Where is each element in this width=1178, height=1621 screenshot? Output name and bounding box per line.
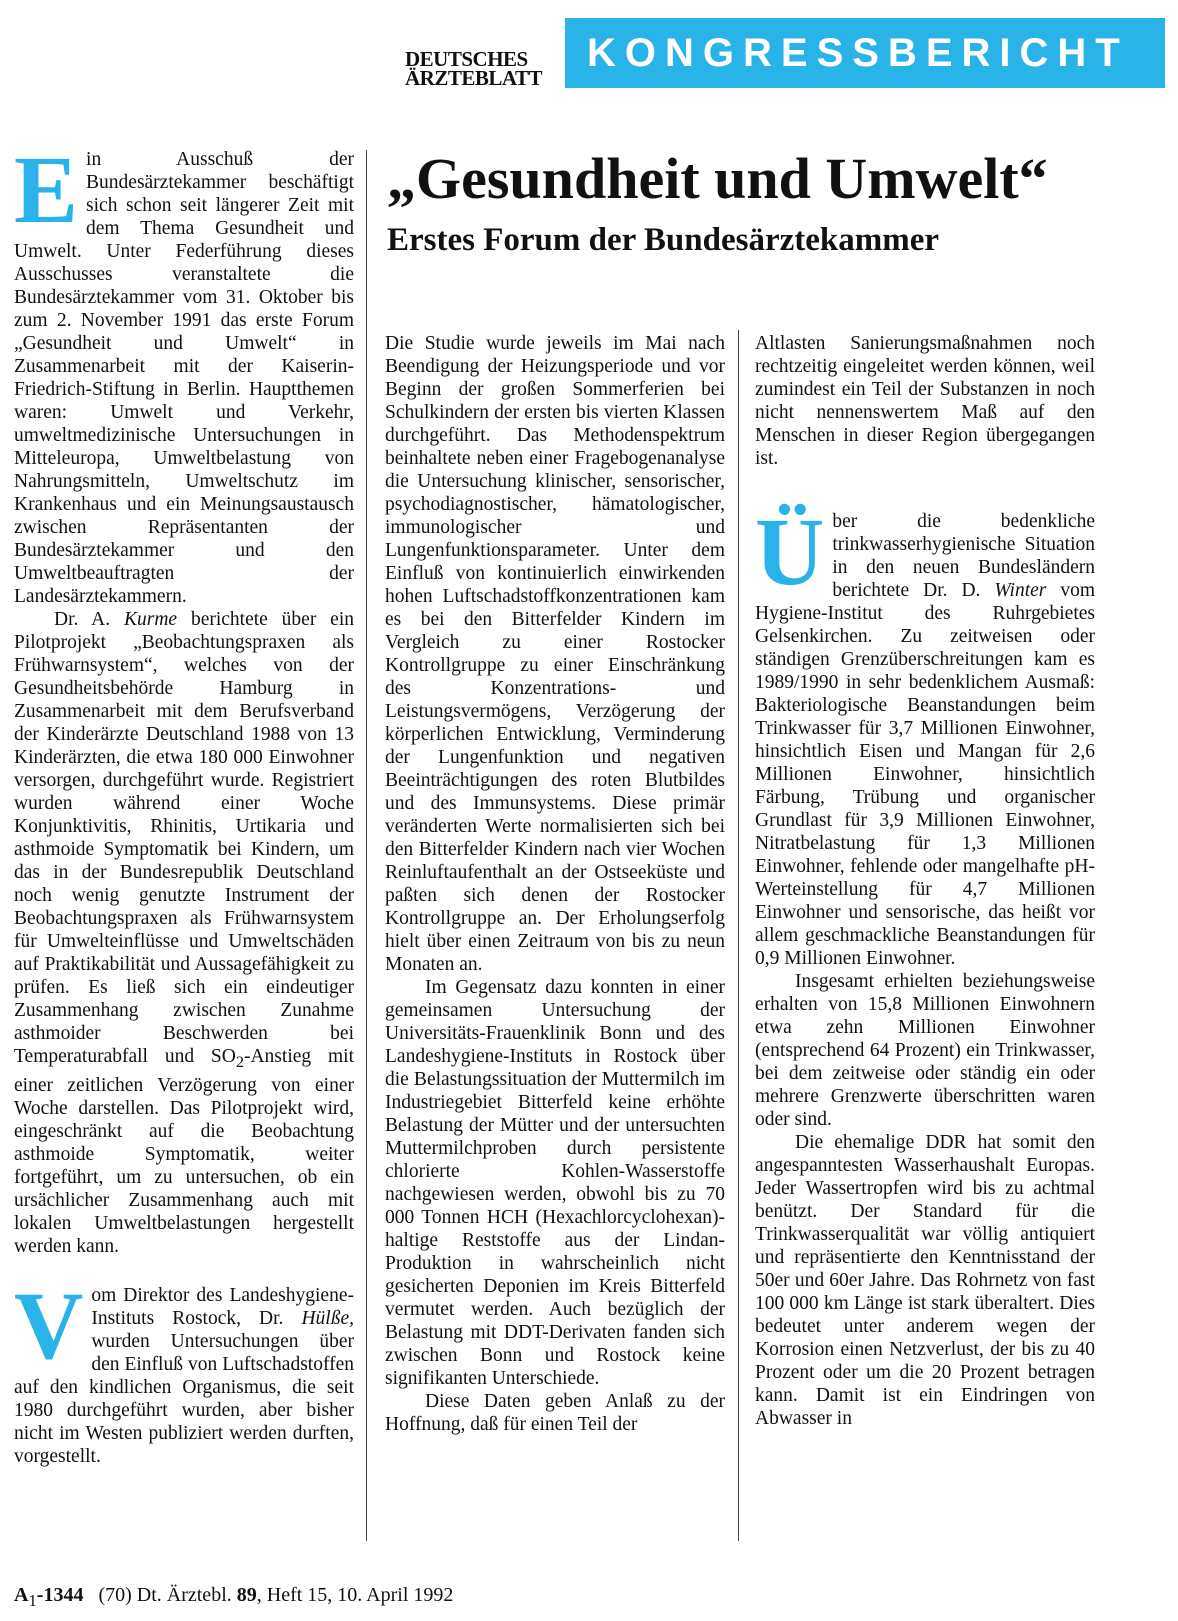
drop-cap: V <box>14 1271 84 1379</box>
author-name: Kurme <box>123 609 178 630</box>
column-divider-1 <box>366 150 367 1541</box>
paragraph: Diese Daten geben Anlaß zu der Hoffnung, daß für einen Teil der <box>385 1391 725 1435</box>
page-title: „Gesundheit und Umwelt“ <box>387 146 1048 211</box>
paragraph <box>14 608 354 1258</box>
masthead-line1: DEUTSCHES <box>405 47 528 71</box>
paragraph: Altlasten Sanierungsmaßnahmen noch rechtzeitig eingeleitet werden können, weil zumindest ein Teil der Substanzen in noch nicht nennenswertem Maß auf den Menschen in dieser Region übergegangen ist. <box>755 333 1095 469</box>
author-name: Hülße, <box>301 1307 354 1329</box>
article-column-3 <box>755 332 1095 1430</box>
article-column-2 <box>385 332 725 1436</box>
text: ber die bedenkliche trinkwasserhygienische Situation in den neuen Bundesländern berichtete Dr. D. <box>832 511 1095 601</box>
paragraph <box>755 498 1095 970</box>
text: wurden Untersuchungen über den Einfluß von Luftschadstoffen auf den kindlichen Organismus, die seit 1980 durchgeführt wurden, aber bisher nicht im Westen publiziert werden durften, vorgestellt. <box>14 1330 354 1467</box>
volume: 89 <box>236 1584 257 1606</box>
issue: , Heft 15, 10. April 1992 <box>256 1584 454 1606</box>
text: -Anstieg mit einer zeitlichen Verzögerung von einer Woche darstellen. Das Pilotprojekt wird, eingeschränkt auf die Beobachtung asthmoide Symptomatik, weiter fortgeführt, um zu untersuchen, ob ein ursächlicher Zusammenhang auch mit lokalen Umweltbelastungen hergestellt werden kann. <box>14 1046 354 1257</box>
text: Dr. A. <box>54 609 124 630</box>
page-prefix: A <box>14 1584 29 1606</box>
masthead-logo <box>405 47 555 90</box>
subscript: 2 <box>235 1052 244 1071</box>
paragraph <box>14 136 354 608</box>
paragraph: Die ehemalige DDR hat somit den angespanntesten Wasserhaushalt Europas. Jeder Wassertropfen wird bis zu achtmal benützt. Der Standard für die Trinkwasserqualität war völlig antiquiert und repräsentierte den Kenntnisstand der 50er und 60er Jahre. Das Rohrnetz von fast 100 000 km Länge ist stark überaltert. Dies bedeutet unter anderem wegen der Korrosion einen Netzverlust, der bis zu 40 Prozent oder um die 20 Prozent betragen kann. Damit ist ein Eindringen von Abwasser in <box>755 1132 1095 1429</box>
headline <box>387 148 1157 260</box>
page-subscript: 1 <box>28 1591 37 1610</box>
page-footer <box>14 1584 453 1611</box>
drop-cap: E <box>14 136 79 243</box>
text: vom Hygiene-Institut des Ruhrgebietes Gelsenkirchen. Zu zeitweisen oder ständigen Grenzüberschreitungen kam es 1989/1990 in sehr bedenklichem Ausmaß: Bakteriologische Beanstandungen beim Trinkwasser für 3,7 Millionen Einwohner, hinsichtlich Eisen und Mangan für 2,6 Millionen Einwohner, hinsichtlich Färbung, Trübung und organischer Grundlast für 3,9 Millionen Einwohner, Nitratbelastung für 1,3 Millionen Einwohner, fehlende oder mangelhafte pH-Werteinstellung für 4,7 Millionen Einwohner und sensorische, das heißt vor allem geschmackliche Beanstandungen für 0,9 Millionen Einwohner. <box>755 580 1095 969</box>
paragraph: Die Studie wurde jeweils im Mai nach Beendigung der Heizungsperiode und vor Beginn der großen Sommerferien bei Schulkindern der ersten bis vierten Klassen durchgeführt. Das Methodenspektrum beinhaltete neben einer Fragebogenanalyse die Untersuchung klinischer, sensorischer, psychodiagnostischer, hämatologischer, immunologischer und Lungenfunktionsparameter. Unter dem Einfluß von kontinuierlich einwirkenden hohen Luftschadstoffkonzentrationen kam es bei den Bitterfelder Kindern im Vergleich zu einer Rostocker Kontrollgruppe zu einer Einschränkung des Konzentrations- und Leistungsvermögens, Verzögerung der körperlichen Entwicklung, Verminderung der Lungenfunktion und negativen Beeinträchtigungen des roten Blutbildes und des Immunsystems. Diese primär veränderten Werte normalisierten sich bei den Bitterfelder Kindern nach vier Wochen Reinluftaufenthalt an der Ostseeküste und paßten sich denen der Rostocker Kontrollgruppe an. Der Erholungserfolg hielt über einen Zeitraum von bis zu neun Monaten an. <box>385 333 725 975</box>
author-name: Winter <box>994 580 1047 601</box>
page-number: -1344 <box>36 1584 84 1606</box>
drop-cap: Ü <box>755 498 825 605</box>
article-column-1 <box>14 136 354 1468</box>
section-banner: KONGRESSBERICHT <box>565 18 1165 88</box>
paragraph <box>14 1271 354 1468</box>
paragraph: Im Gegensatz dazu konnten in einer gemeinsamen Untersuchung der Universitäts-Frauenklinik Bonn und des Landeshygiene-Instituts in Rostock über die Belastungssituation der Muttermilch im Industriegebiet Bitterfeld keine erhöhte Belastung der Mütter und der untersuchten Muttermilchproben durch persistente chlorierte Kohlen-Wasserstoffe nachgewiesen werden, obwohl bis zu 70 000 Tonnen HCH (Hexachlorcyclohexan)-haltige Reststoffe aus der Lindan-Produktion in wahrscheinlich nicht gesicherten Deponien im Kreis Bitterfeld vermutet werden. Auch bezüglich der Belastung mit DDT-Derivaten fanden sich zwischen Bonn und Rostock keine signifikanten Unterschiede. <box>385 977 725 1389</box>
text: in Ausschuß der Bundesärztekammer beschäftigt sich schon seit längerer Zeit mit dem Thema Gesundheit und Umwelt. Unter Federführung dieses Ausschusses veranstaltete die Bundesärztekammer vom 31. Oktober bis zum 2. November 1991 das erste Forum „Gesundheit und Umwelt“ in Zusammenarbeit mit der Kaiserin-Friedrich-Stiftung in Berlin. Hauptthemen waren: Umwelt und Verkehr, umweltmedizinische Untersuchungen in Mitteleuropa, Umweltbelastung von Nahrungsmitteln, Umweltschutz im Krankenhaus und ein Meinungsaustausch zwischen Repräsentanten der Bundesärztekammer und den Umweltbeauftragten der Landesärztekammern. <box>14 149 354 607</box>
column-divider-2 <box>738 330 739 1541</box>
text: berichtete über ein Pilotprojekt „Beobachtungspraxen als Frühwarnsystem“, welches von der Gesundheitsbehörde Hamburg in Zusammenarbeit mit dem Berufsverband der Kinderärzte Deutschland 1988 von 13 Kinderärzten, die etwa 180 000 Einwohner versorgen, durchgeführt wurde. Registriert wurden während einer Woche Konjunktivitis, Rhinitis, Urtikaria und asthmoide Symptomatik bei Kindern, um das in der Bundesrepublik Deutschland noch wenig genutzte Instrument der Beobachtungspraxen als Frühwarnsystem für Umwelteinflüsse und Umweltschäden auf Praktikabilität und Aussagefähigkeit zu prüfen. Es ließ sich ein eindeutiger Zusammenhang zwischen Zunahme asthmoider Beschwerden bei Temperaturabfall und SO <box>14 609 354 1067</box>
masthead-line2: ÄRZTEBLATT <box>405 66 542 90</box>
paragraph: Insgesamt erhielten beziehungsweise erhalten von 15,8 Millionen Einwohnern etwa zehn Millionen Einwohner (entsprechend 64 Prozent) ein Trinkwasser, bei dem zeitweise oder ständig ein oder mehrere Grenzwerte überschritten waren oder sind. <box>755 971 1095 1130</box>
page-subtitle: Erstes Forum der Bundesärztekammer <box>387 222 940 258</box>
citation: (70) Dt. Ärztebl. <box>98 1584 237 1606</box>
text: om Direktor des Landeshygiene-Instituts Rostock, Dr. <box>91 1284 354 1329</box>
